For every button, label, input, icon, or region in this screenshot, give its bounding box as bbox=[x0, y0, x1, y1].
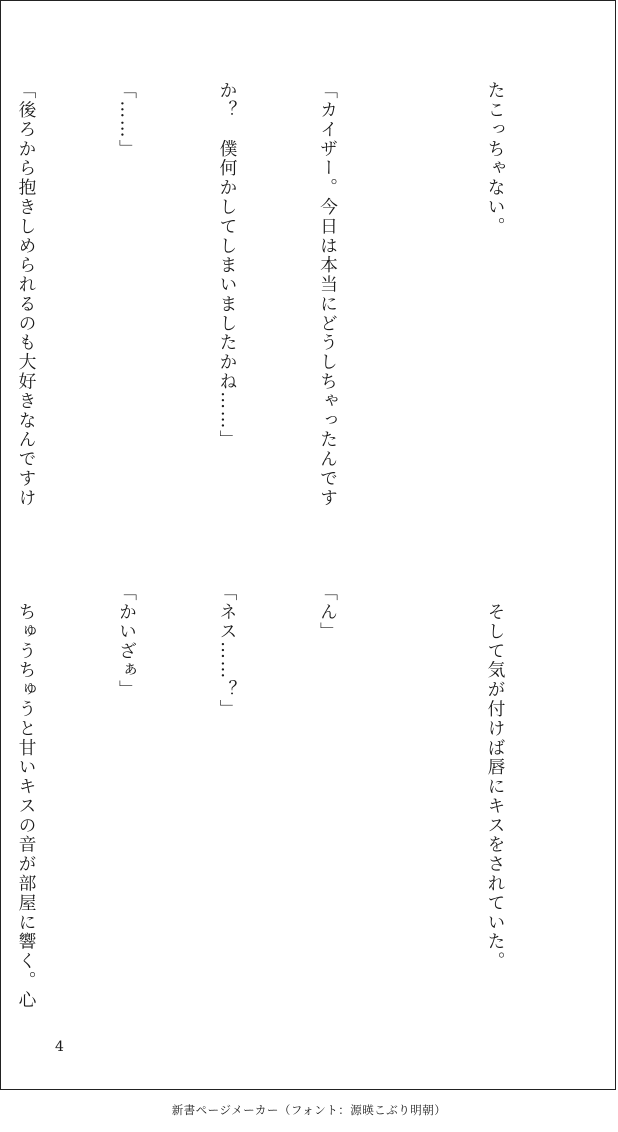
text-line: そして気が付けば唇にキスをされていた。 bbox=[485, 583, 506, 971]
text-line: 「……」 bbox=[116, 81, 138, 159]
text-line: たこっちゃない。 bbox=[485, 81, 506, 237]
text-line: ちゅうちゅうと甘いキスの音が部屋に響く。心 bbox=[16, 583, 37, 1010]
text-line: 「ネス……？」 bbox=[217, 583, 238, 719]
page-number: 4 bbox=[55, 1039, 64, 1055]
text-line: 「後ろから抱きしめられるのも大好きなんですけ bbox=[16, 81, 37, 508]
text-line: か？ 僕何かしてしまいましたかね……」 bbox=[217, 81, 238, 450]
text-block-lower bbox=[0, 583, 579, 1023]
text-line: 「ん」 bbox=[317, 583, 339, 642]
text-line: 「カイザー。今日は本当にどうしちゃったんです bbox=[317, 81, 339, 508]
text-block-upper bbox=[0, 81, 579, 551]
footer-caption: 新書ページメーカー（フォント：源暎こぶり明朝） bbox=[171, 1103, 447, 1117]
text-line: 「かいざぁ」 bbox=[116, 583, 138, 700]
